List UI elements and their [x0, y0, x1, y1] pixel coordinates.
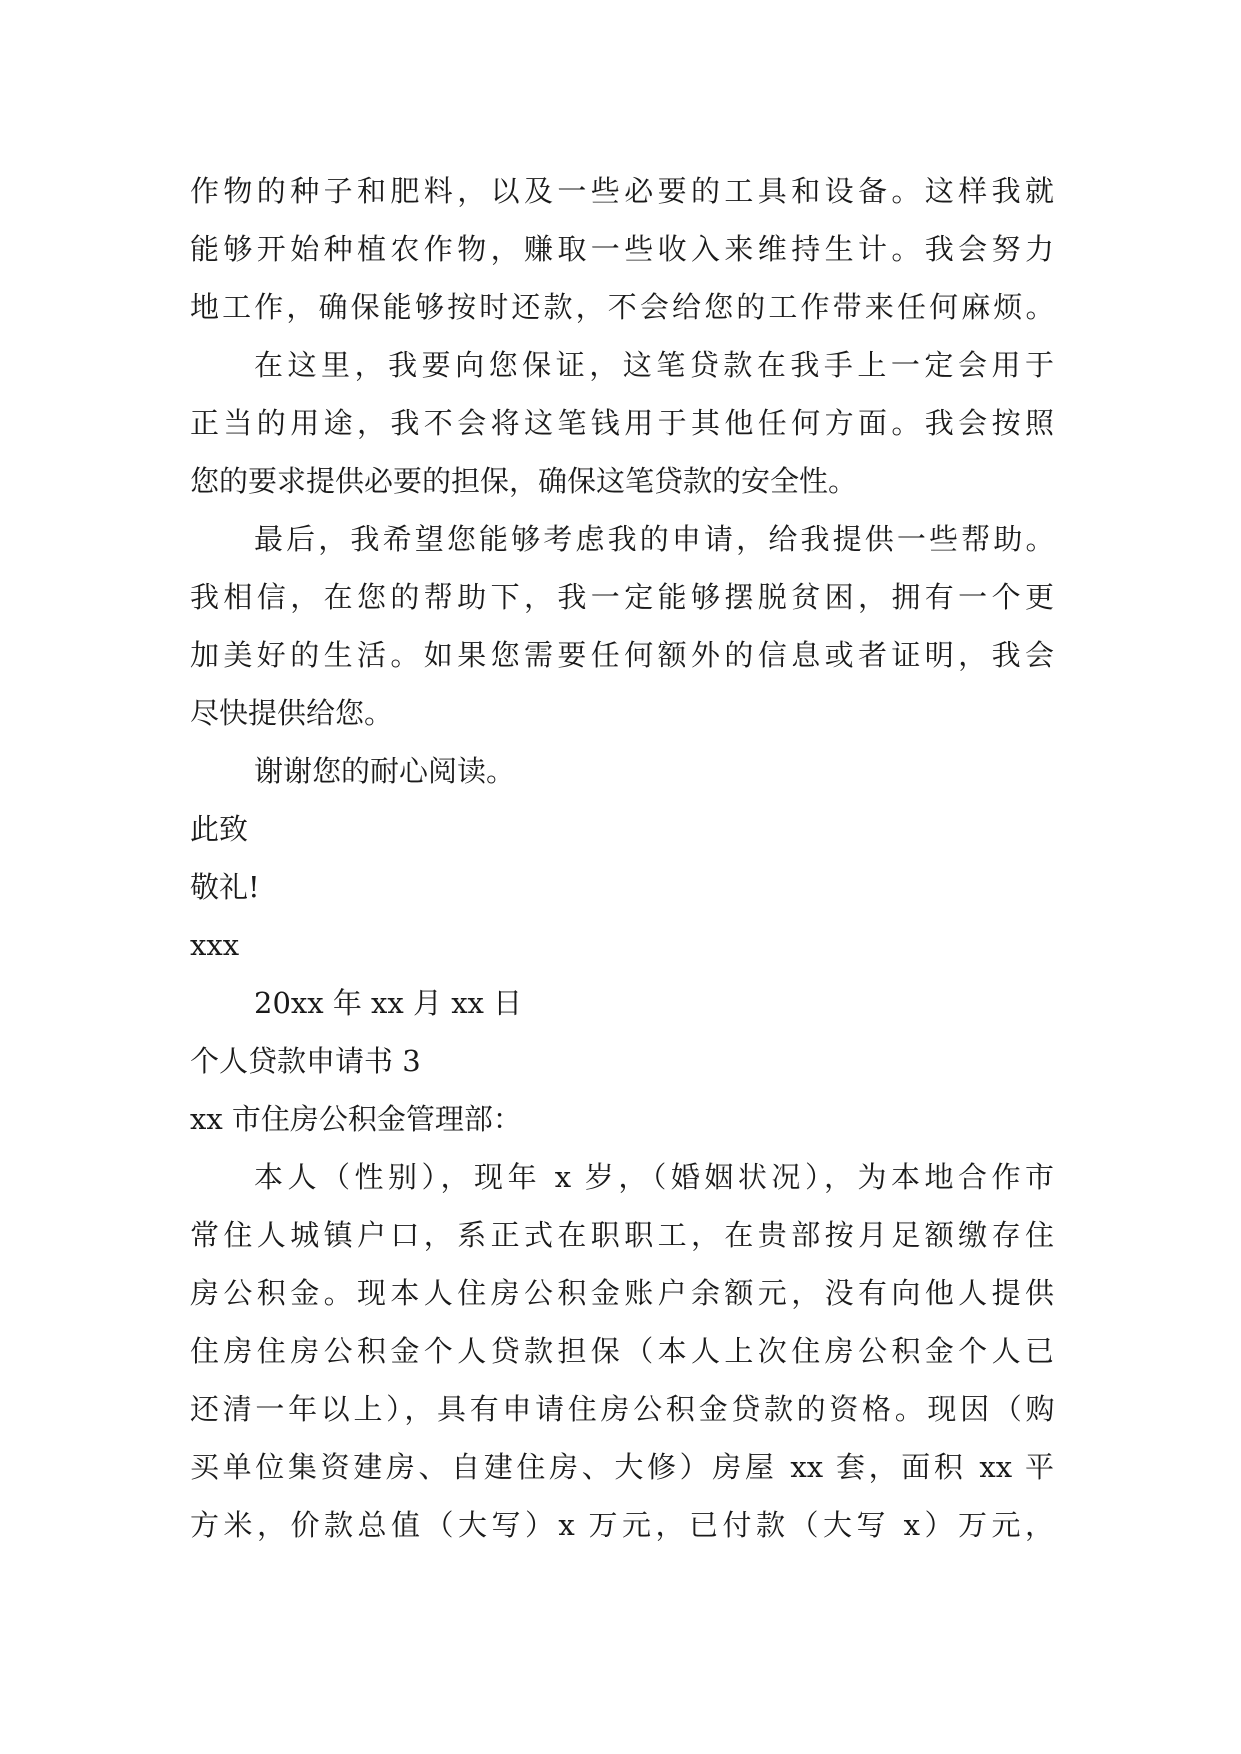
- text-line: 您的要求提供必要的担保，确保这笔贷款的安全性。: [190, 464, 858, 498]
- text-line: 还清一年以上），具有申请住房公积金贷款的资格。现因（购: [190, 1392, 1054, 1426]
- text-line: 尽快提供给您。: [190, 696, 394, 730]
- salutation-line: 敬礼!: [190, 870, 260, 904]
- text-line: 房公积金。现本人住房公积金账户余额元，没有向他人提供: [190, 1276, 1054, 1310]
- signature-date: 20xx 年 xx 月 xx 日: [254, 986, 523, 1020]
- closing-line: 谢谢您的耐心阅读。: [254, 754, 516, 788]
- text-line: 常住人城镇户口，系正式在职职工，在贵部按月足额缴存住: [190, 1218, 1054, 1252]
- text-line: 作物的种子和肥料，以及一些必要的工具和设备。这样我就: [190, 174, 1054, 208]
- text-line: 最后，我希望您能够考虑我的申请，给我提供一些帮助。: [254, 522, 1054, 556]
- text-line: 我相信，在您的帮助下，我一定能够摆脱贫困，拥有一个更: [190, 580, 1054, 614]
- addressee-line: xx 市住房公积金管理部：: [190, 1102, 522, 1136]
- text-line: 地工作，确保能够按时还款，不会给您的工作带来任何麻烦。: [190, 290, 1054, 324]
- text-line: 正当的用途，我不会将这笔钱用于其他任何方面。我会按照: [190, 406, 1054, 440]
- document-body: [190, 162, 1054, 1554]
- signature-name: xxx: [190, 928, 240, 962]
- salutation-line: 此致: [190, 812, 249, 846]
- text-line: 住房住房公积金个人贷款担保（本人上次住房公积金个人已: [190, 1334, 1054, 1368]
- text-line: 在这里，我要向您保证，这笔贷款在我手上一定会用于: [254, 348, 1054, 382]
- text-line: 本人（性别），现年 x 岁，（婚姻状况），为本地合作市: [254, 1160, 1054, 1194]
- text-line: 买单位集资建房、自建住房、大修）房屋 xx 套，面积 xx 平: [190, 1450, 1054, 1484]
- section-title: 个人贷款申请书 3: [190, 1044, 421, 1078]
- text-line: 能够开始种植农作物，赚取一些收入来维持生计。我会努力: [190, 232, 1054, 266]
- text-line: 方米，价款总值（大写）x 万元，已付款（大写 x）万元，: [190, 1508, 1054, 1542]
- text-line: 加美好的生活。如果您需要任何额外的信息或者证明，我会: [190, 638, 1054, 672]
